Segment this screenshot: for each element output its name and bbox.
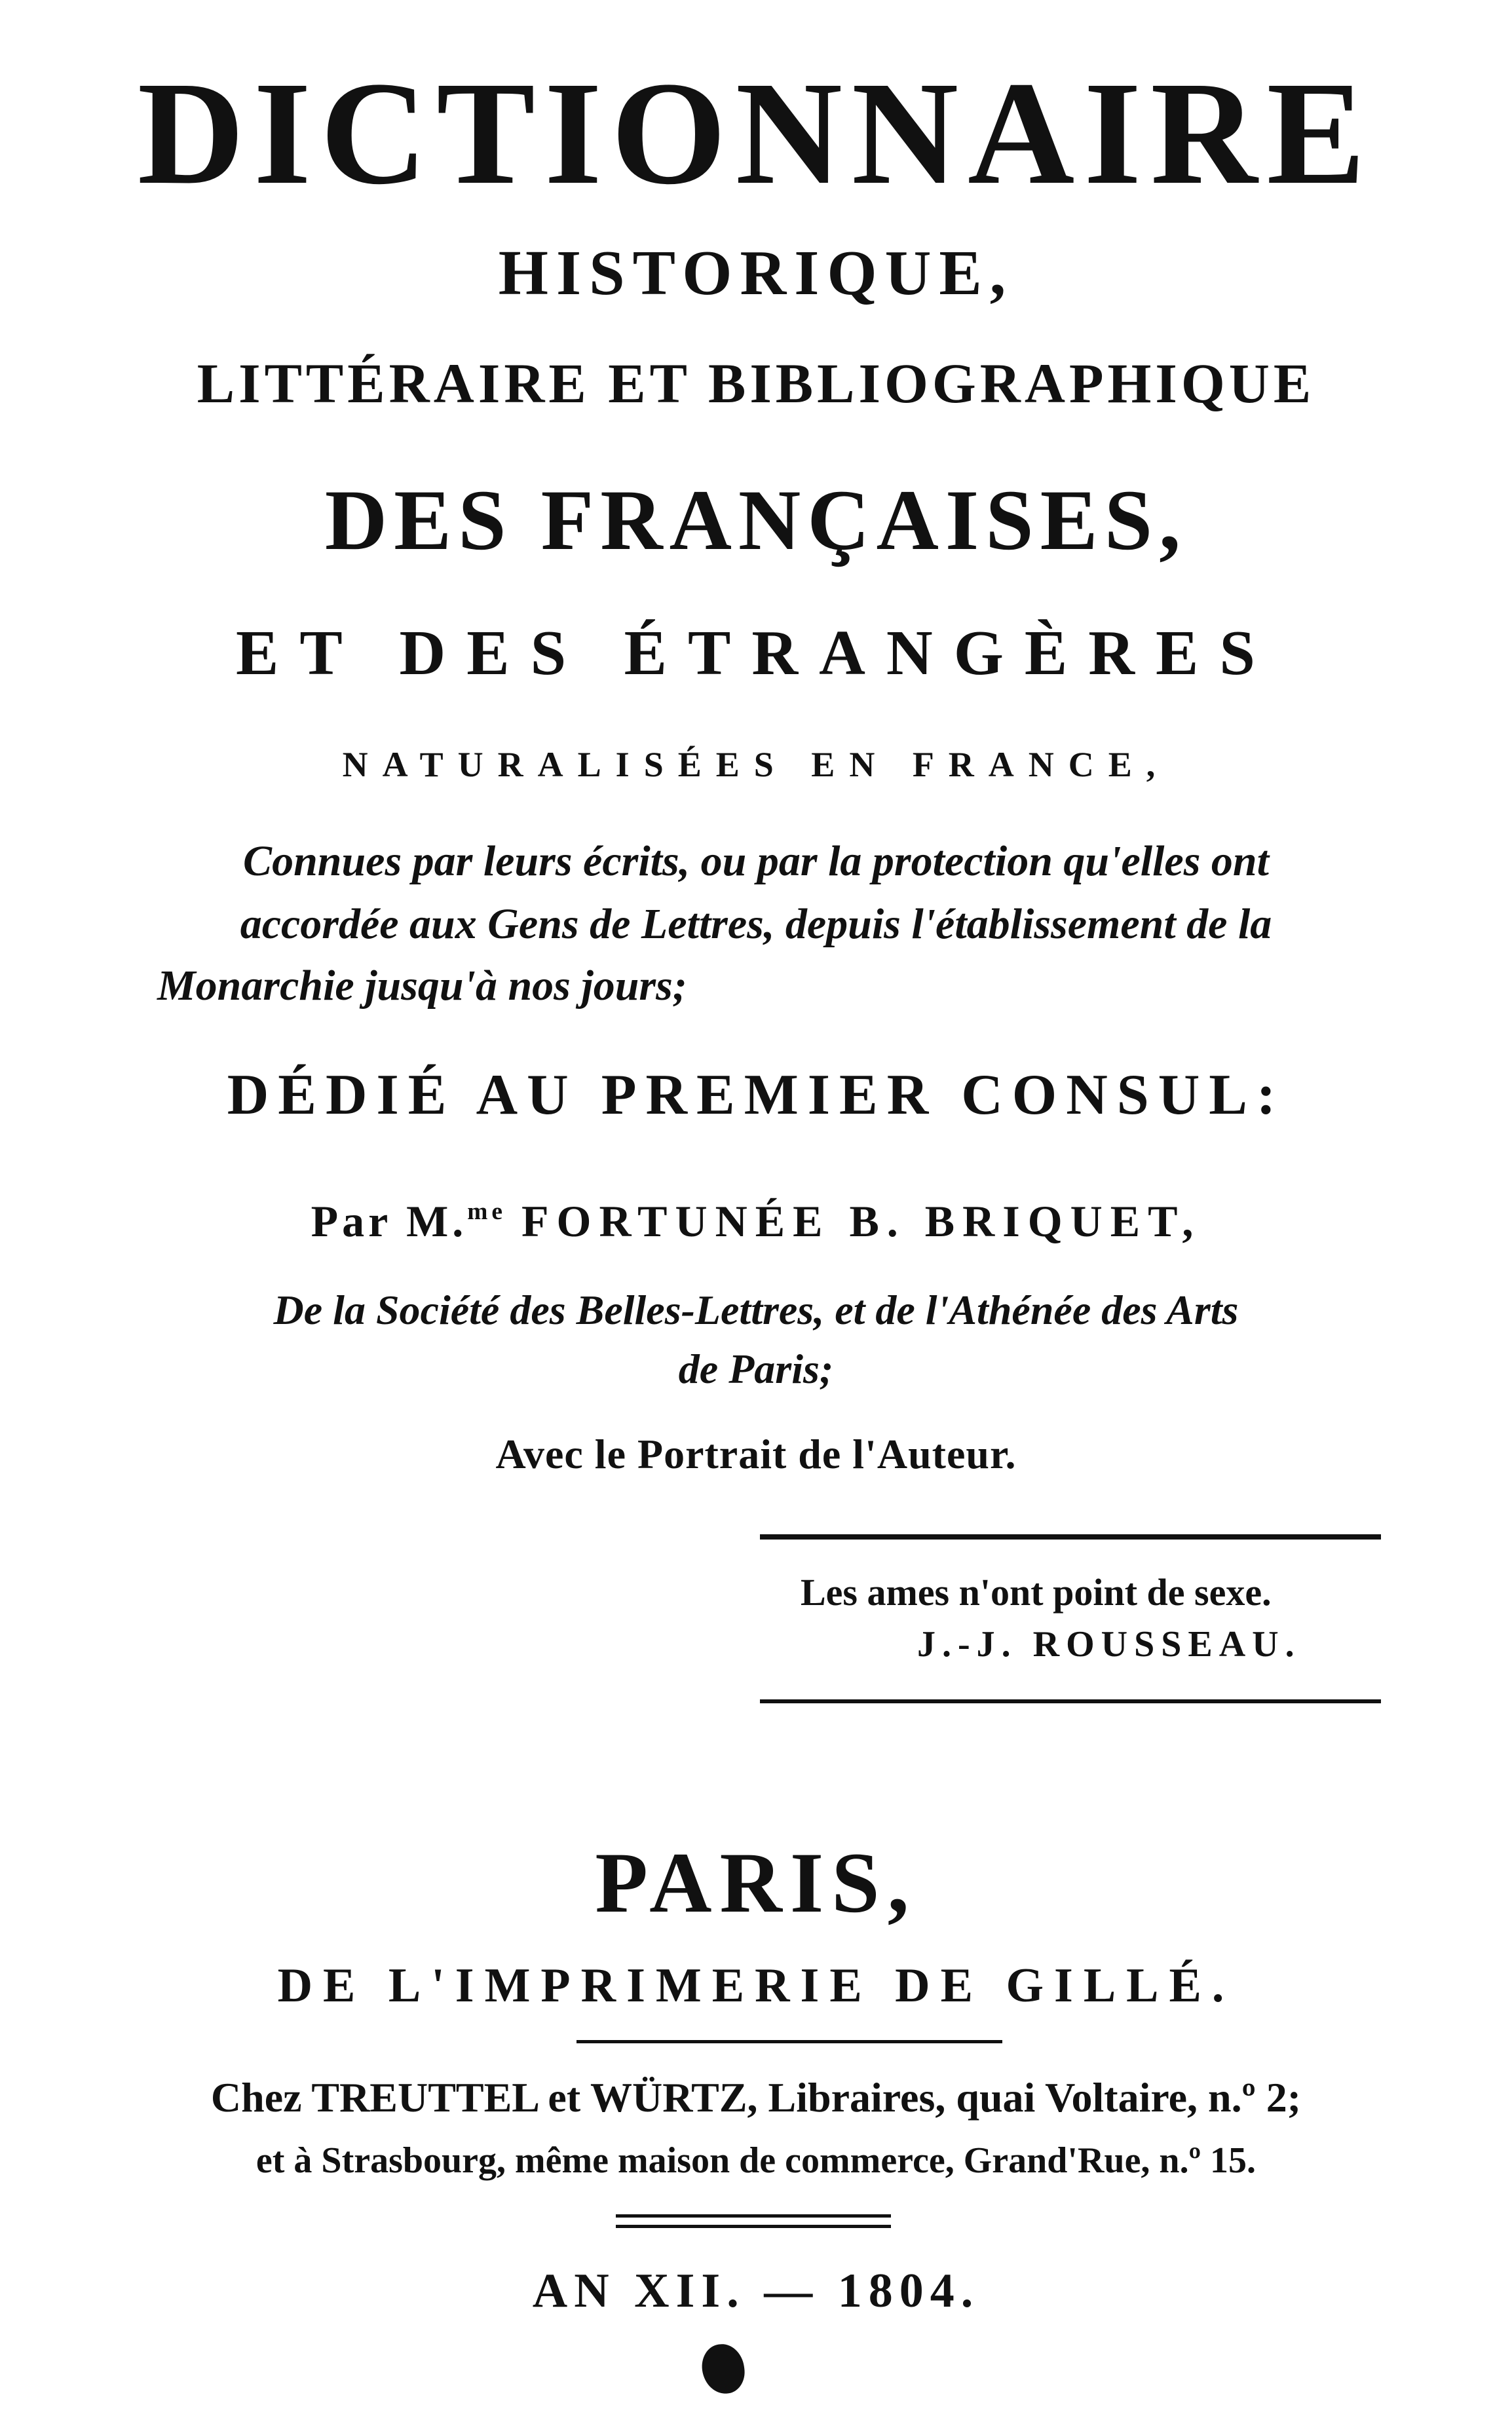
subtitle-etrangeres: ET DES ÉTRANGÈRES	[236, 618, 1276, 689]
description-line-3: Monarchie jusqu'à nos jours;	[157, 962, 687, 1010]
author-title-sup: me	[467, 1198, 507, 1225]
epigraph-quote: Les ames n'ont point de sexe.	[801, 1571, 1272, 1614]
double-rule-bottom	[616, 2225, 891, 2228]
main-title: DICTIONNAIRE	[137, 51, 1375, 215]
author-line	[0, 1196, 1512, 1246]
epigraph-bottom-rule	[760, 1699, 1381, 1703]
author-name: FORTUNÉE B. BRIQUET,	[521, 1196, 1201, 1246]
imprint-rule	[576, 2040, 1002, 2043]
epigraph-attribution: J.-J. ROUSSEAU.	[917, 1624, 1301, 1665]
ink-blot	[699, 2341, 747, 2396]
description-line-2: accordée aux Gens de Lettres, depuis l'établissement de la	[240, 900, 1272, 948]
imprint-city: PARIS,	[595, 1834, 917, 1931]
subtitle-litteraire: LITTÉRAIRE ET BIBLIOGRAPHIQUE	[197, 352, 1315, 415]
sellers-line-1: Chez TREUTTEL et WÜRTZ, Libraires, quai Voltaire, n.º 2;	[210, 2074, 1302, 2121]
portrait-note: Avec le Portrait de l'Auteur.	[495, 1431, 1017, 1477]
affiliation-line-1: De la Société des Belles-Lettres, et de l'Athénée des Arts	[273, 1287, 1239, 1333]
description-line-1: Connues par leurs écrits, ou par la protection qu'elles ont	[243, 837, 1269, 885]
imprint-printer: DE L'IMPRIMERIE DE GILLÉ.	[277, 1959, 1235, 2013]
sellers-line-2: et à Strasbourg, même maison de commerce, Grand'Rue, n.º 15.	[255, 2140, 1257, 2181]
subtitle-naturalisees: NATURALISÉES EN FRANCE,	[342, 745, 1170, 784]
subtitle-historique: HISTORIQUE,	[498, 238, 1014, 309]
affiliation-line-2: de Paris;	[678, 1346, 834, 1392]
author-prefix: Par M.	[311, 1196, 468, 1246]
imprint-date: AN XII. — 1804.	[532, 2264, 980, 2318]
double-rule-top	[616, 2214, 891, 2218]
epigraph-top-rule	[760, 1534, 1381, 1540]
dedication: DÉDIÉ AU PREMIER CONSUL:	[227, 1063, 1285, 1127]
subtitle-des-francaises: DES FRANÇAISES,	[324, 472, 1188, 568]
